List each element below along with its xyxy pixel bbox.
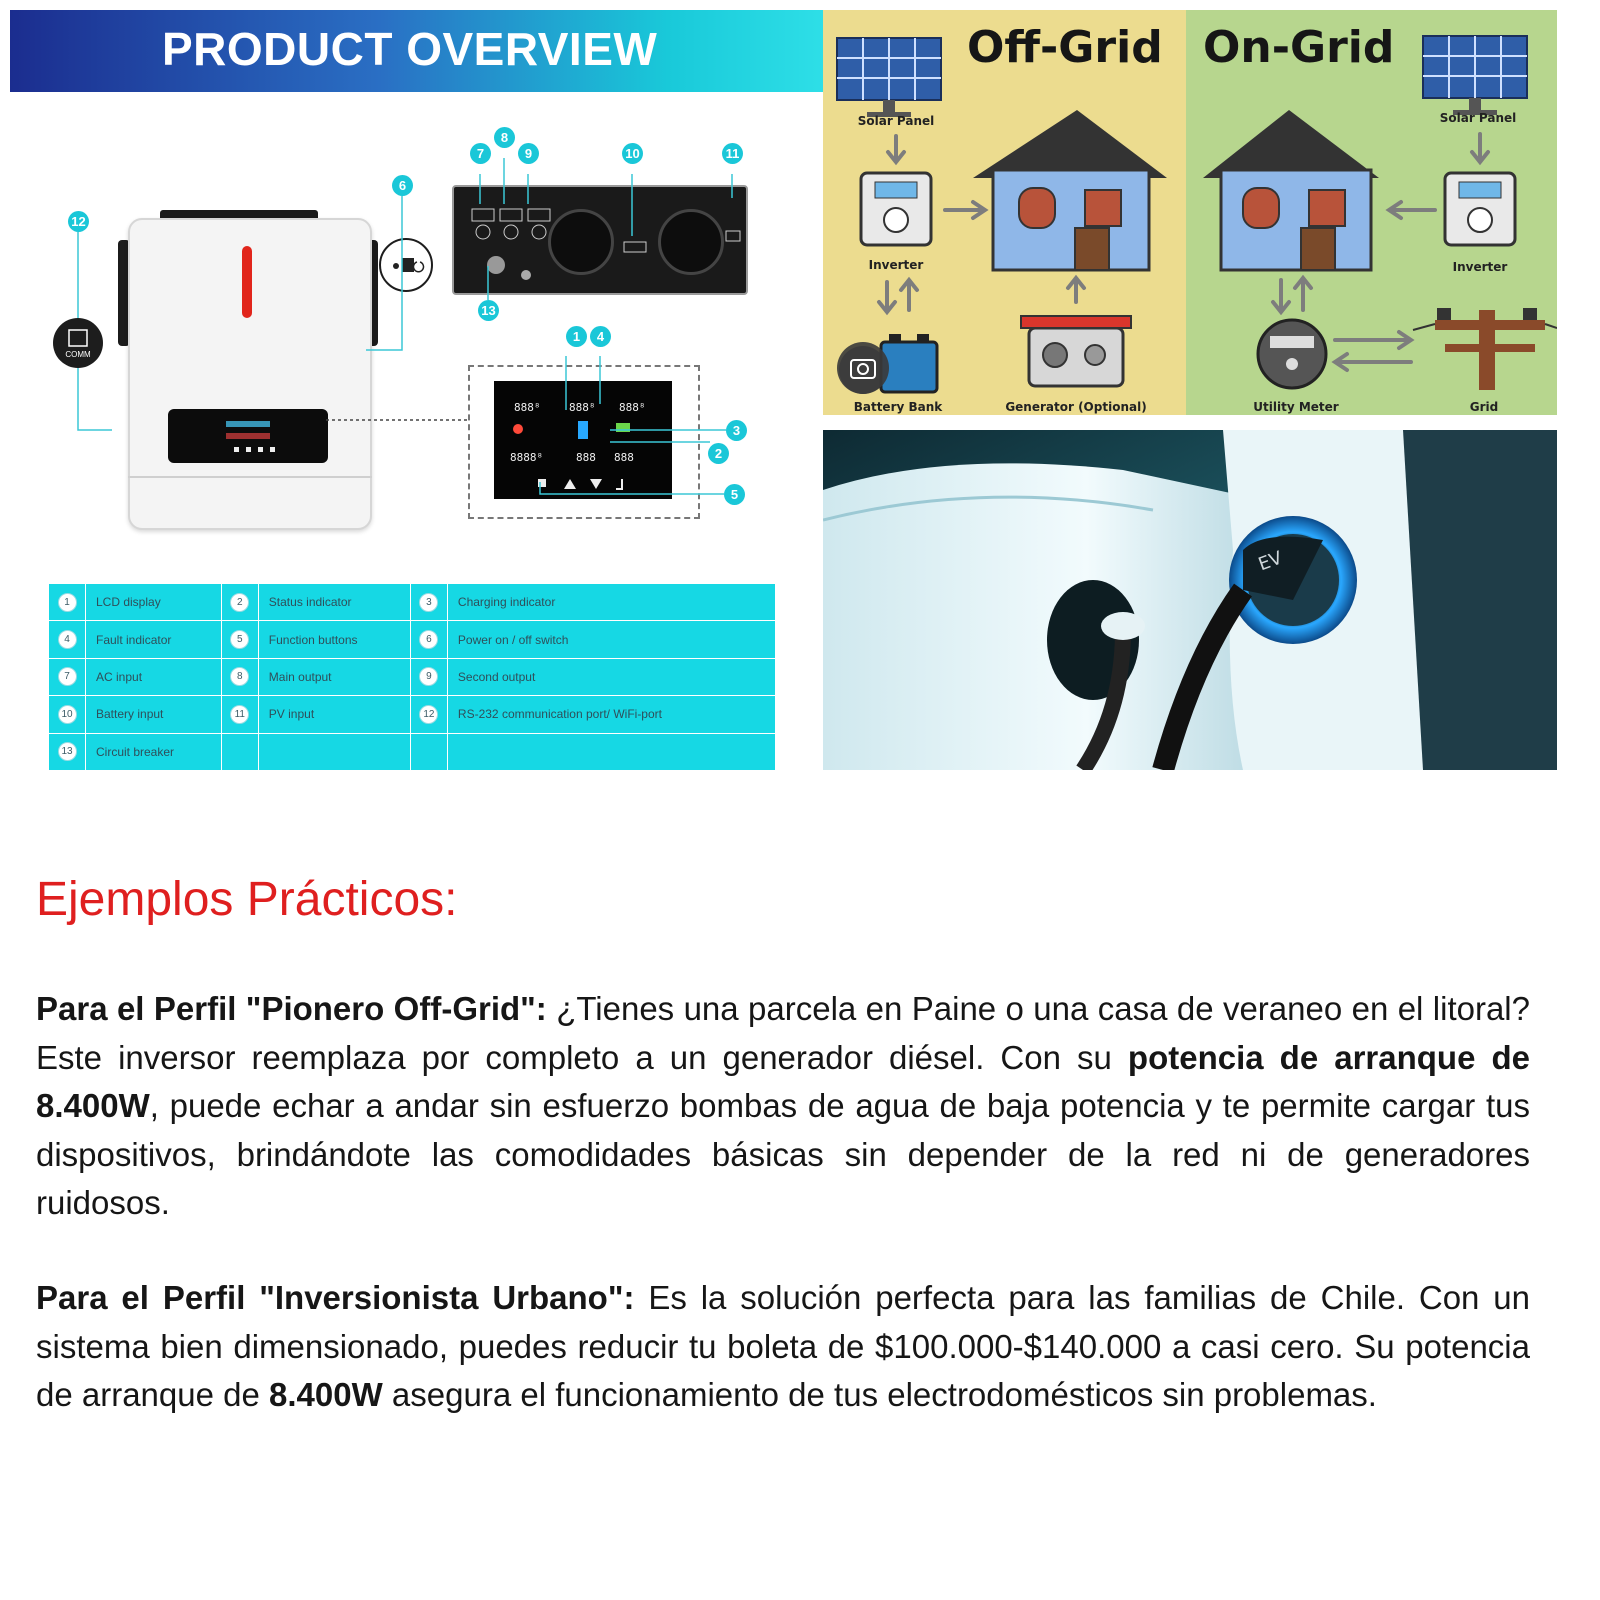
paragraph-lead: Para el Perfil "Pionero Off-Grid": <box>36 990 547 1027</box>
part-number: 13 <box>58 742 77 761</box>
grid-comparison-diagram <box>823 10 1557 415</box>
table-row <box>49 658 776 695</box>
callout-2: 2 <box>708 443 729 464</box>
house-icon <box>1203 110 1379 270</box>
callout-9: 9 <box>518 143 539 164</box>
part-number: 12 <box>419 705 438 724</box>
part-number: 7 <box>58 667 77 686</box>
callout-6: 6 <box>392 175 413 196</box>
ev-charging-image <box>823 430 1557 770</box>
part-label: Main output <box>258 658 410 695</box>
callout-4: 4 <box>590 326 611 347</box>
ev-charging-photo <box>823 430 1557 770</box>
generator-label: Generator (Optional) <box>1005 400 1147 414</box>
part-label: Status indicator <box>258 584 410 621</box>
part-label: Power on / off switch <box>447 621 775 658</box>
part-label: AC input <box>86 658 222 695</box>
callout-8: 8 <box>494 127 515 148</box>
utility-meter-label: Utility Meter <box>1253 400 1339 414</box>
ongrid-inverter-label: Inverter <box>1452 260 1508 274</box>
part-label: Second output <box>447 658 775 695</box>
svg-text:888: 888 <box>576 451 596 464</box>
paragraph-text: Es la solución perfecta para las familias de Chile. Con un sistema bien dimensionado, puedes reducir tu boleta de $100.000-$140.000 a casi cero. Su potencia de arranque de <box>36 1279 1530 1413</box>
parts-legend-table <box>48 583 776 771</box>
comm-label: COMM <box>65 350 91 359</box>
paragraph-text: , puede echar a andar sin esfuerzo bombas de agua de baja potencia y te permite cargar tus dispositivos, brindándote las comodidades básicas sin depender de la red ni de generadores ruidosos. <box>36 1087 1530 1221</box>
offgrid-inverter-label: Inverter <box>868 258 924 272</box>
ongrid-solar-panel-label: Solar Panel <box>1439 111 1517 125</box>
paragraph-offgrid <box>36 985 1530 1228</box>
battery-bank-label: Battery Bank <box>853 400 943 414</box>
table-row <box>49 733 776 770</box>
part-label: Circuit breaker <box>86 733 222 770</box>
part-number: 4 <box>58 630 77 649</box>
utility-meter-icon <box>1258 320 1326 388</box>
inverter-icon <box>1445 173 1515 245</box>
paragraph-highlight: potencia de arranque de 8.400W <box>36 1038 1531 1124</box>
part-number: 10 <box>58 705 77 724</box>
solar-panel-icon <box>1423 36 1527 115</box>
callout-lines <box>10 10 830 570</box>
solar-panel-icon <box>837 38 941 117</box>
overview-title: PRODUCT OVERVIEW <box>162 23 658 75</box>
part-label: Function buttons <box>258 621 410 658</box>
part-number: 8 <box>230 667 249 686</box>
callout-3: 3 <box>726 420 747 441</box>
part-number: 9 <box>419 667 438 686</box>
grid-pole-icon <box>1413 308 1557 390</box>
table-row <box>49 584 776 621</box>
inverter-icon <box>861 173 931 245</box>
part-label: Charging indicator <box>447 584 775 621</box>
part-label: Fault indicator <box>86 621 222 658</box>
paragraph-lead: Para el Perfil "Inversionista Urbano": <box>36 1279 635 1316</box>
part-number: 1 <box>58 593 77 612</box>
diagram-artwork <box>823 10 1557 415</box>
callout-12: 12 <box>68 211 89 232</box>
house-icon <box>973 110 1167 270</box>
callout-10: 10 <box>622 143 643 164</box>
part-label: LCD display <box>86 584 222 621</box>
part-number: 6 <box>419 630 438 649</box>
part-number: 11 <box>230 705 249 724</box>
callout-1: 1 <box>566 326 587 347</box>
camera-search-icon <box>837 342 889 394</box>
svg-text:888⁸: 888⁸ <box>514 401 541 414</box>
table-row <box>49 621 776 658</box>
svg-text:8888⁸: 8888⁸ <box>510 451 544 464</box>
paragraph-text: asegura el funcionamiento de tus electrodomésticos sin problemas. <box>382 1376 1377 1413</box>
callout-11: 11 <box>722 143 743 164</box>
paragraph-urban <box>36 1274 1530 1420</box>
callout-13: 13 <box>478 300 499 321</box>
flow-arrows <box>879 134 1488 370</box>
table-row <box>49 696 776 733</box>
part-number: 2 <box>230 593 249 612</box>
part-label: PV input <box>258 696 410 733</box>
section-heading: Ejemplos Prácticos: <box>36 873 458 926</box>
paragraph-highlight: 8.400W <box>269 1376 383 1413</box>
part-number: 5 <box>230 630 249 649</box>
part-label: Battery input <box>86 696 222 733</box>
svg-text:888: 888 <box>614 451 634 464</box>
grid-label: Grid <box>1469 400 1499 414</box>
ongrid-title: On-Grid <box>1203 22 1395 73</box>
product-overview-panel <box>10 10 830 790</box>
offgrid-solar-panel-label: Solar Panel <box>857 114 935 128</box>
generator-icon <box>1021 316 1131 386</box>
callout-7: 7 <box>470 143 491 164</box>
offgrid-title: Off-Grid <box>967 22 1163 73</box>
svg-text:888⁸: 888⁸ <box>619 401 646 414</box>
part-label: RS-232 communication port/ WiFi-port <box>447 696 775 733</box>
part-number: 3 <box>419 593 438 612</box>
paragraph-text: ¿Tienes una parcela en Paine o una casa de veraneo en el litoral? Este inversor reemplaza por completo a un generador diésel. Con su <box>36 990 1530 1076</box>
svg-text:888⁸: 888⁸ <box>569 401 596 414</box>
ev-plug-text: EV <box>1255 547 1286 576</box>
callout-5: 5 <box>724 484 745 505</box>
